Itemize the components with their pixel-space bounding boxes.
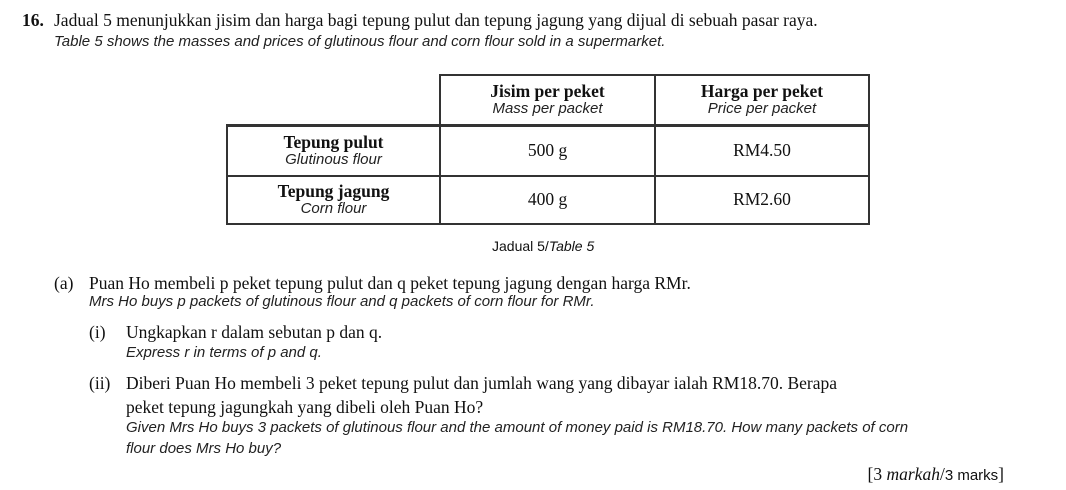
header-price-malay: Harga per peket (700, 81, 824, 102)
cell-price (655, 126, 869, 177)
part-a-text-english: Mrs Ho buys p packets of glutinous flour and q packets of corn flour for RMr. (89, 293, 595, 310)
part-ii-label: (ii) (89, 373, 111, 393)
price-value: RM4.50 (733, 140, 791, 161)
header-mass-malay: Jisim per peket (490, 81, 605, 102)
cell-mass (440, 176, 655, 224)
row-label-malay: Tepung jagung (277, 181, 390, 202)
row-label-corn-flour (227, 176, 440, 224)
row-label-malay: Tepung pulut (283, 132, 384, 153)
table-row (227, 176, 869, 224)
header-price (655, 75, 869, 126)
marks-slash: / (939, 464, 945, 484)
header-price-english: Price per packet (707, 100, 817, 118)
question-stem-english: Table 5 shows the masses and prices of glutinous flour and corn flour sold in a supermarket. (54, 33, 666, 50)
mass-value: 400 g (527, 189, 568, 210)
part-i-text-english: Express r in terms of p and q. (126, 344, 322, 361)
part-ii-text-english-line2: flour does Mrs Ho buy? (126, 440, 282, 457)
marks-english: 3 marks (944, 467, 999, 484)
caption-english: Table 5 (548, 238, 595, 254)
part-ii-text-malay-line2: peket tepung jagungkah yang dibeli oleh Puan Ho? (126, 397, 484, 417)
row-label-english: Glutinous flour (285, 151, 382, 169)
cell-mass (440, 126, 655, 177)
marks-open: [3 (867, 464, 887, 484)
table-caption (492, 238, 594, 254)
row-label-glutinous-flour (227, 126, 440, 177)
header-mass-english: Mass per packet (492, 100, 603, 118)
mass-value: 500 g (527, 140, 568, 161)
caption-malay: Jadual 5/ (492, 238, 549, 254)
marks-malay: markah (886, 464, 940, 484)
part-a-text-malay: Puan Ho membeli p peket tepung pulut dan q peket tepung jagung dengan harga RMr. (89, 273, 691, 293)
part-ii-text-malay-line1: Diberi Puan Ho membeli 3 peket tepung pulut dan jumlah wang yang dibayar ialah RM18.70. Berapa (126, 373, 838, 393)
part-i-text-malay: Ungkapkan r dalam sebutan p dan q. (126, 322, 383, 342)
part-ii-text-english-line1: Given Mrs Ho buys 3 packets of glutinous flour and the amount of money paid is RM18.70. How many packets of corn (126, 419, 909, 436)
header-mass (440, 75, 655, 126)
marks-close: ] (998, 464, 1004, 484)
part-a-label: (a) (54, 273, 74, 293)
mass-price-table (226, 74, 870, 225)
question-stem-malay: Jadual 5 menunjukkan jisim dan harga bagi tepung pulut dan tepung jagung yang dijual di sebuah pasar raya. (54, 10, 818, 30)
part-i-label: (i) (89, 322, 106, 342)
table-row (227, 126, 869, 177)
marks-allocation (868, 464, 1004, 485)
row-label-english: Corn flour (300, 200, 367, 218)
cell-price (655, 176, 869, 224)
question-number: 16. (22, 10, 44, 30)
price-value: RM2.60 (733, 189, 791, 210)
table-corner-blank (227, 75, 440, 126)
